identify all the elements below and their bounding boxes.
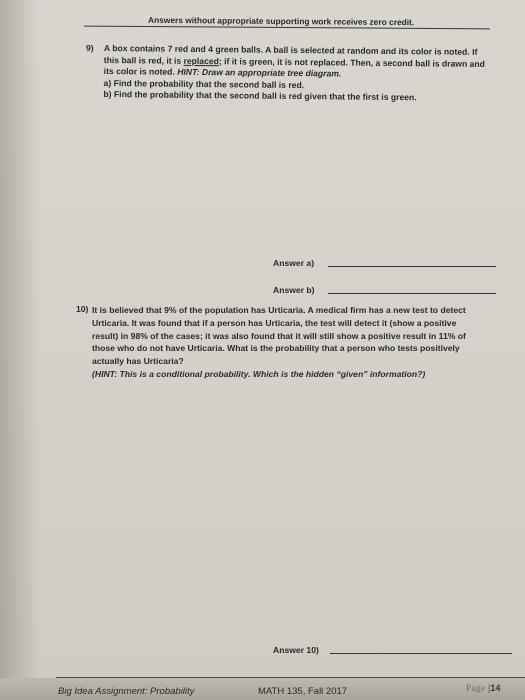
q10-line-2: Urticaria. It was found that if a person has Urticaria, the test will detect it (show a positive	[92, 317, 457, 328]
q9-line-2: this ball is red, it is replaced; if it is green, it is not replaced. Then, a second ball is drawn and	[103, 54, 485, 69]
q9-hint: HINT: Draw an appropriate tree diagram.	[177, 66, 342, 79]
page-shadow	[0, 0, 40, 700]
q10-line-4: those who do not have Urticaria. What is the probability that a person who tests positively	[92, 343, 460, 354]
question-10-text	[92, 304, 466, 381]
footer-course: MATH 135, Fall 2017	[258, 686, 348, 697]
footer-rule	[56, 677, 525, 678]
page-word: Page	[466, 683, 486, 693]
q10-hint: (HINT: This is a conditional probability. Which is the hidden “given” information?)	[92, 368, 426, 379]
answer-a-label: Answer a)	[273, 258, 315, 268]
answer-10-label: Answer 10)	[273, 645, 319, 655]
q10-line-3: result) in 98% of the cases; it was also found that it will still show a positive result in 11% of	[92, 330, 466, 341]
question-9-number: 9)	[86, 43, 94, 53]
q9-line-1: A box contains 7 red and 4 green balls. A ball is selected at random and its color is noted. If	[103, 43, 478, 57]
q9-part-b: b) Find the probability that the second ball is red given that the first is green.	[103, 89, 417, 103]
page-num: 14	[490, 683, 501, 693]
q9-part-a: a) Find the probability that the second ball is red.	[103, 77, 305, 90]
answer-b-label: Answer b)	[273, 285, 315, 295]
q10-line-1: It is believed that 9% of the population has Urticaria. A medical firm has a new test to detect	[92, 305, 466, 315]
answer-b-blank[interactable]	[328, 293, 496, 294]
page-number: Page |14	[466, 683, 501, 693]
question-9-text	[103, 43, 485, 105]
answer-10-blank[interactable]	[330, 653, 512, 654]
q9-line-3: its color is noted. HINT: Draw an appropriate tree diagram.	[103, 66, 342, 79]
q10-line-5: actually has Urticaria?	[92, 356, 184, 367]
header-notice: Answers without appropriate supporting work receives zero credit.	[147, 14, 415, 28]
question-10-number: 10)	[76, 304, 89, 314]
answer-a-blank[interactable]	[328, 266, 496, 267]
footer-assignment-title: Big Idea Assignment: Probability	[58, 686, 195, 697]
replaced-word: replaced	[183, 55, 219, 66]
